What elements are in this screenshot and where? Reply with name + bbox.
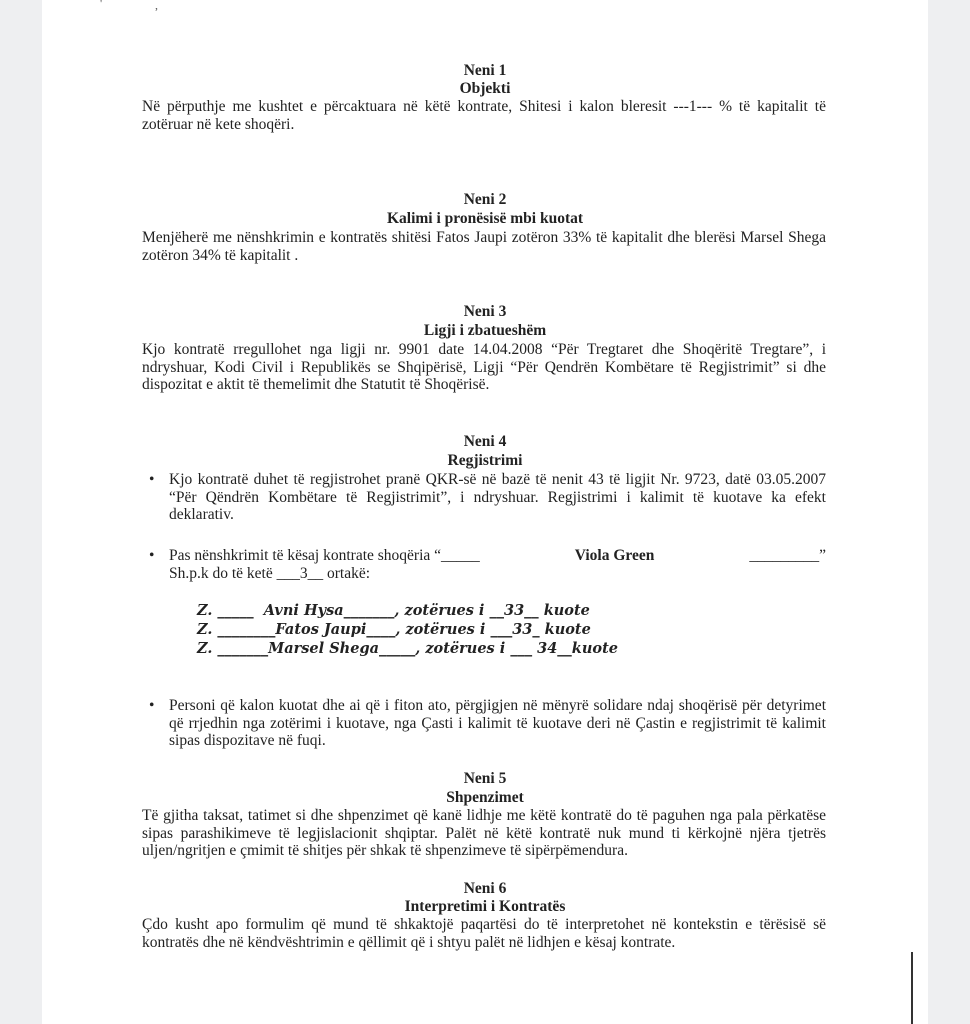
company-line-prefix: Pas nënshkrimit të kësaj kontrate shoqëria “_____ bbox=[169, 547, 480, 564]
article-title: Objekti bbox=[459, 80, 511, 97]
document-page bbox=[42, 0, 928, 1024]
margin-line bbox=[911, 952, 913, 1024]
list-item bbox=[149, 471, 826, 524]
article-number: Neni 5 bbox=[463, 770, 507, 787]
article-title: Kalimi i pronësisë mbi kuotat bbox=[386, 210, 584, 227]
article-text: Kjo kontratë rregullohet nga ligji nr. 9901 date 14.04.2008 “Për Tregtaret dhe Shoqëritë Tregtare”, i ndryshuar, Kodi Civil i Republikës se Shqipërisë, Ligji “Për Qendrën Kombëtare të Regjistrimit” si dhe dispozitat e aktit të themelimit dhe Statutit të Shoqërisë. bbox=[142, 341, 826, 393]
article-text: Menjëherë me nënshkrimin e kontratës shitësi Fatos Jaupi zotëron 33% të kapitalit dhe blerësi Marsel Shega zotëron 34% të kapitalit . bbox=[142, 229, 826, 264]
owner-row: Z. _____ Avni Hysa_______, zotërues i __33__ kuote bbox=[197, 602, 590, 619]
article-number: Neni 3 bbox=[463, 303, 507, 320]
bullet-icon: • bbox=[149, 547, 155, 564]
owner-row: Z. ________Fatos Jaupi____, zotërues i ___33_ kuote bbox=[197, 621, 591, 638]
company-name: Viola Green bbox=[574, 547, 655, 564]
article-text: Në përputhje me kushtet e përcaktuara në këtë kontrate, Shitesi i kalon bleresit ---1--- % të kapitalit të zotëruar në kete shoqëri. bbox=[142, 98, 826, 133]
company-line-suffix: _________” bbox=[749, 547, 826, 564]
list-item bbox=[149, 697, 826, 750]
bullet-icon: • bbox=[149, 697, 155, 714]
article-title: Shpenzimet bbox=[446, 789, 524, 806]
bullet-icon: • bbox=[149, 471, 155, 488]
article-title: Interpretimi i Kontratës bbox=[404, 898, 566, 915]
bullet-text: Personi që kalon kuotat dhe ai që i fiton ato, përgjigjen në mënyrë solidare ndaj shoqërisë për detyrimet që rrjedhin nga zotërimi i kuotave, nga Çasti i kalimit të kuotave deri në Çastin e regjistrimit të kalimit sipas dispozitave në fuqi. bbox=[169, 697, 826, 749]
list-item bbox=[149, 547, 826, 582]
bullet-text: Kjo kontratë duhet të regjistrohet pranë QKR-së në bazë të nenit 43 të ligjit Nr. 9723, datë 03.05.2007 “Për Qëndrën Kombëtare të Regjistrimit”, i ndryshuar. Regjistrimi i kalimit të kuotave ka efekt deklarativ. bbox=[169, 471, 826, 523]
article-text: Të gjitha taksat, tatimet si dhe shpenzimet që kanë lidhje me këtë kontratë do të paguhen nga pala përkatëse sipas parashikimeve të legjislacionit shqiptar. Palët në këtë kontratë nuk mund ti kërkojnë njëra tjetrës uljen/ngritjen e çmimit të shitjes për shkak të shpenzimeve të sipërpëmendura. bbox=[142, 807, 826, 859]
article-number: Neni 2 bbox=[463, 191, 507, 208]
article-number: Neni 4 bbox=[463, 433, 507, 450]
article-title: Ligji i zbatueshëm bbox=[423, 322, 547, 339]
scan-mark: , bbox=[155, 0, 158, 12]
owner-row: Z. _______Marsel Shega_____, zotërues i ___ 34__kuote bbox=[197, 640, 618, 657]
article-number: Neni 1 bbox=[463, 62, 507, 79]
article-text: Çdo kusht apo formulim që mund të shkaktojë paqartësi do të interpretohet në kontekstin e tërësisë së kontratës dhe në këndvështrimin e qëllimit që i shtyu palët në lidhjen e kësaj kontrate. bbox=[142, 916, 826, 951]
article-number: Neni 6 bbox=[463, 880, 507, 897]
partners-count-line: Sh.p.k do të ketë ___3__ ortakë: bbox=[169, 564, 371, 582]
article-title: Regjistrimi bbox=[447, 452, 523, 469]
scan-mark: ' bbox=[100, 0, 103, 10]
